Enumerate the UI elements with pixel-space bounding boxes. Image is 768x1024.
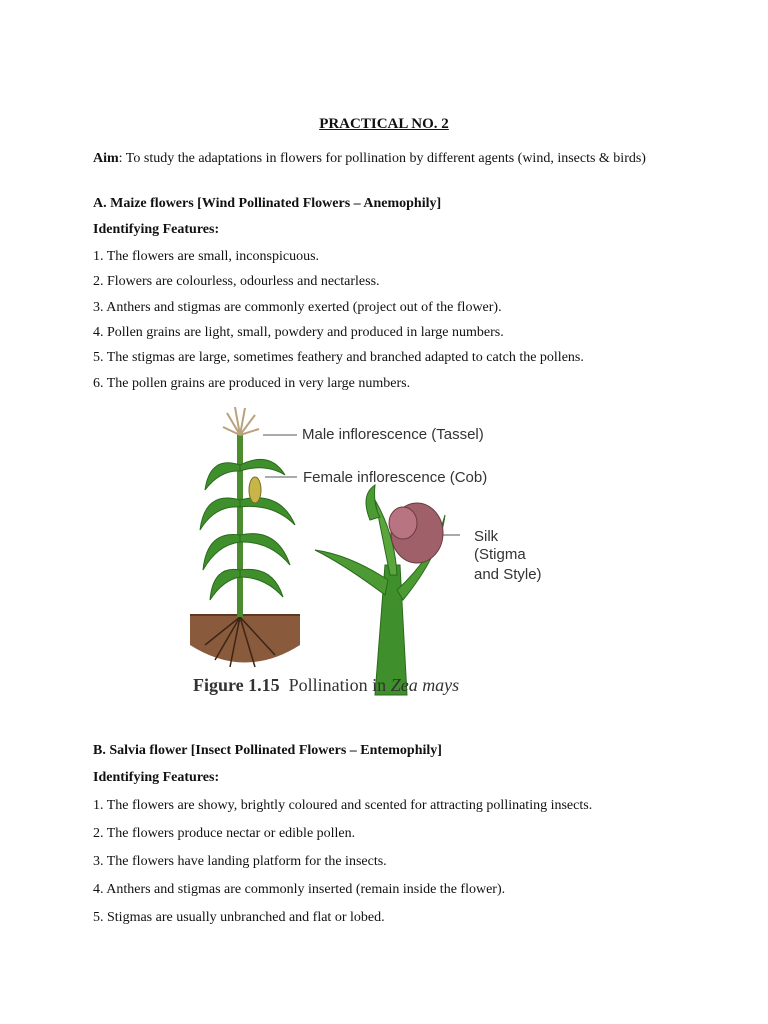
section-a-item: 1. The flowers are small, inconspicuous. (93, 249, 320, 264)
figure-caption (193, 675, 459, 696)
maize-leaves (200, 459, 295, 600)
section-a-item: 6. The pollen grains are produced in very large numbers. (93, 376, 411, 391)
label-female-inflorescence: Female inflorescence (Cob) (303, 469, 488, 486)
section-a-item: 4. Pollen grains are light, small, powdery and produced in large numbers. (93, 325, 504, 340)
label-silk-style: and Style) (474, 566, 542, 583)
figure-caption-text: Pollination in (288, 675, 387, 695)
section-a-features-heading: Identifying Features: (93, 222, 220, 237)
figure-species: Zea mays (390, 675, 460, 695)
aim-text: : To study the adaptations in flowers for pollination by different agents (wind, insects & birds) (118, 151, 646, 166)
section-a-heading: A. Maize flowers [Wind Pollinated Flowers – Anemophily] (93, 196, 442, 211)
label-silk-stigma: (Stigma (474, 546, 526, 563)
section-a-item: 5. The stigmas are large, sometimes feathery and branched adapted to catch the pollens. (93, 350, 584, 365)
maize-stalk (237, 433, 243, 617)
aim-paragraph (93, 150, 683, 167)
section-b-features-heading: Identifying Features: (93, 770, 220, 785)
label-silk: Silk (474, 528, 499, 545)
section-b-item: 3. The flowers have landing platform for the insects. (93, 854, 387, 869)
page-title: PRACTICAL NO. 2 (319, 116, 449, 132)
section-b-item: 5. Stigmas are usually unbranched and flat or lobed. (93, 910, 385, 925)
section-b-item: 2. The flowers produce nectar or edible pollen. (93, 826, 356, 841)
label-male-inflorescence: Male inflorescence (Tassel) (302, 426, 484, 443)
section-a-item: 3. Anthers and stigmas are commonly exerted (project out of the flower). (93, 300, 502, 315)
section-b-item: 1. The flowers are showy, brightly coloured and scented for attracting pollinating insects. (93, 798, 593, 813)
figure-number: Figure 1.15 (193, 675, 280, 695)
section-b-item: 4. Anthers and stigmas are commonly inserted (remain inside the flower). (93, 882, 506, 897)
tassel (223, 407, 259, 435)
cob-closeup (315, 485, 445, 695)
small-cob (249, 477, 261, 503)
section-a-item: 2. Flowers are colourless, odourless and nectarless. (93, 274, 380, 289)
aim-label: Aim (93, 151, 119, 166)
section-b-heading: B. Salvia flower [Insect Pollinated Flowers – Entemophily] (93, 743, 442, 758)
